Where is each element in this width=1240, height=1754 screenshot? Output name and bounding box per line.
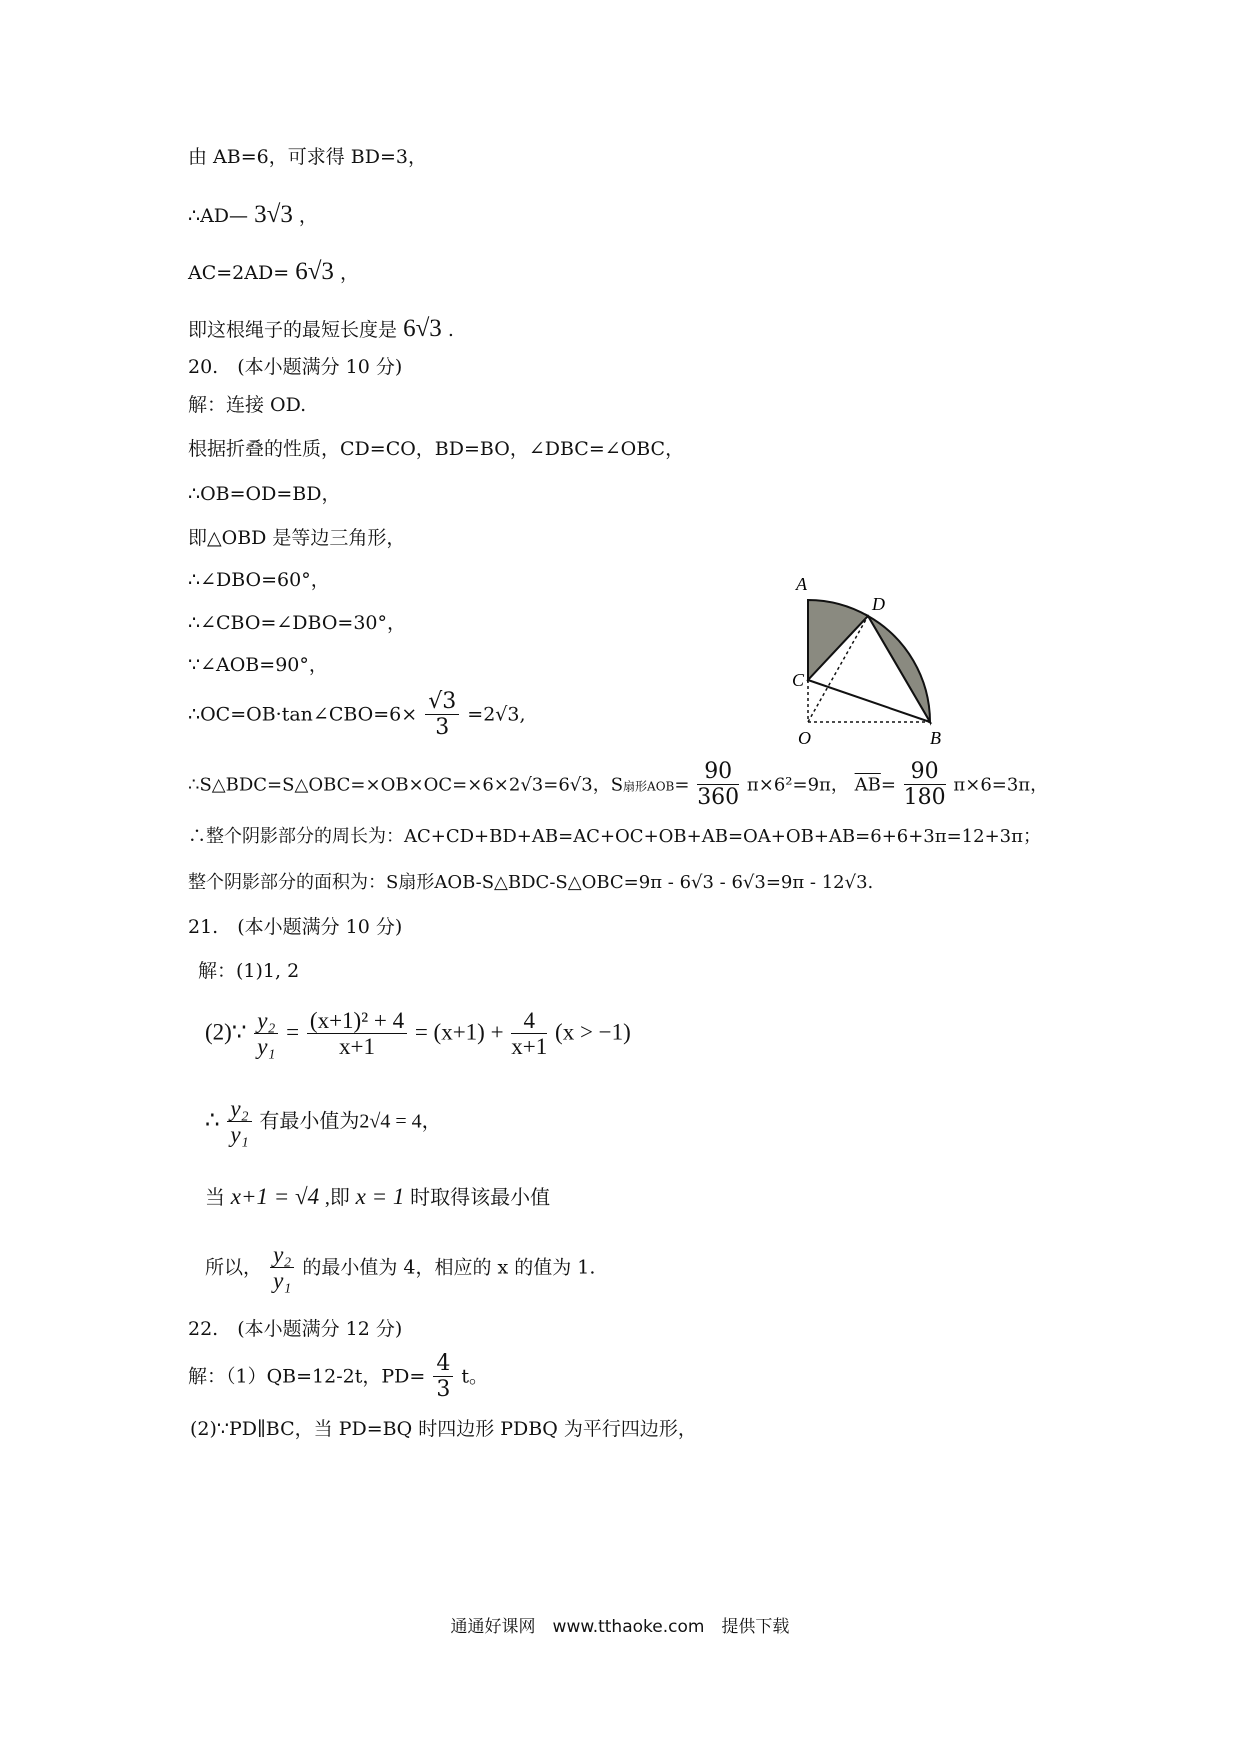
fraction-y2-y1 (254, 1008, 278, 1061)
line-q21-part2 (205, 1008, 631, 1061)
line-aob: ∵∠AOB=90°， (188, 654, 328, 676)
numerator: 4 (433, 1352, 453, 1377)
denominator: y₁ (273, 1268, 292, 1294)
text: ， (298, 205, 318, 227)
numerator: 4 (511, 1008, 547, 1034)
text: = (x+1) + (414, 1019, 504, 1045)
geometry-figure (790, 568, 970, 768)
denominator: x+1 (511, 1034, 548, 1060)
fraction-4-over-3 (433, 1352, 453, 1402)
text: 解：（1）QB=12-2t，PD= (188, 1365, 426, 1388)
text: 当 (205, 1187, 225, 1209)
fraction-quadratic (307, 1008, 407, 1061)
label-c: C (792, 670, 805, 690)
line-rope (188, 314, 454, 344)
denominator: 180 (903, 785, 946, 811)
fraction-y2-y1 (227, 1096, 251, 1149)
line-dbo: ∴∠DBO=60°， (188, 569, 330, 591)
text: ∴ (205, 1107, 220, 1133)
fraction-sqrt3-over-3 (425, 690, 459, 740)
text: 的最小值为 4，相应的 x 的值为 1. (302, 1256, 596, 1279)
line-perimeter: ∴整个阴影部分的周长为：AC+CD+BD+AB=AC+OC+OB+AB=OA+OB+AB=6+6+3π=12+3π； (188, 826, 1041, 847)
label-o: O (798, 728, 811, 748)
numerator: √3 (425, 690, 459, 715)
line-oc (188, 690, 526, 740)
text: = (674, 774, 690, 796)
text: π×6=3π， (953, 774, 1049, 796)
fraction-90-360 (697, 760, 739, 810)
text: ,即 (324, 1187, 350, 1209)
formula: x = 1 (355, 1184, 405, 1209)
q21-heading: 21. (本小题满分 10 分) (188, 916, 403, 938)
arc-ab: $\overline{AB}$ (854, 774, 881, 796)
line-connect-od: 解：连接 OD. (188, 394, 307, 416)
subscript: 扇形AOB (623, 779, 675, 794)
line-q21-part1: 解：(1)1, 2 (198, 960, 300, 982)
numerator: y₂ (270, 1242, 294, 1268)
line-equilateral: 即△OBD 是等边三角形， (188, 527, 406, 549)
line-cbo: ∴∠CBO=∠DBO=30°， (188, 612, 406, 634)
denominator: 3 (435, 715, 450, 741)
q22-heading: 22. (本小题满分 12 分) (188, 1318, 403, 1340)
fraction-4 (511, 1008, 547, 1061)
page-footer: 通通好课网 www.tthaoke.com 提供下载 (450, 1617, 790, 1637)
text: ∴OC=OB·tan∠CBO=6× (188, 703, 418, 726)
line-when-x (205, 1183, 550, 1211)
line-ob-od: ∴OB=OD=BD， (188, 483, 341, 505)
text: ， (339, 262, 359, 284)
line-q22-part2: (2)∵PD∥BC，当 PD=BQ 时四边形 PDBQ 为平行四边形， (190, 1418, 697, 1440)
text: t。 (461, 1365, 489, 1388)
text: 有最小值为2√4 = 4， (259, 1110, 442, 1133)
label-b: B (930, 728, 941, 748)
denominator: 360 (697, 785, 740, 811)
denominator: y₁ (230, 1122, 249, 1148)
text: (x > −1) (555, 1019, 631, 1045)
q20-heading: 20. (本小题满分 10 分) (188, 356, 403, 378)
fraction-y2-y1 (270, 1242, 294, 1295)
line-area: 整个阴影部分的面积为：S扇形AOB-S△BDC-S△OBC=9π - 6√3 - 6√3=9π - 12√3. (188, 872, 874, 893)
line-min-value (205, 1096, 442, 1149)
line-fold: 根据折叠的性质，CD=CO，BD=BO，∠DBC=∠OBC， (188, 438, 685, 460)
line-q22-part1 (188, 1352, 488, 1402)
label-d: D (872, 594, 885, 614)
line-ad (188, 200, 318, 230)
text: AC=2AD= (188, 262, 290, 284)
text: 所以， (205, 1256, 263, 1279)
text: π×6²=9π， (746, 774, 849, 796)
denominator: y₁ (257, 1034, 276, 1060)
formula: x+1 = √4 (230, 1184, 320, 1209)
label-a: A (796, 574, 807, 594)
formula: 6√3 (403, 315, 442, 342)
text: . (447, 319, 454, 341)
line-conclusion (205, 1242, 595, 1295)
numerator: (x+1)² + 4 (307, 1008, 407, 1034)
text: ∴AD— (188, 205, 249, 227)
denominator: 3 (436, 1377, 451, 1403)
text: = (286, 1019, 300, 1045)
line-ab-bd: 由 AB=6，可求得 BD=3， (188, 146, 427, 168)
text: (2)∵ (205, 1019, 247, 1045)
numerator: y₂ (227, 1096, 251, 1122)
numerator: y₂ (254, 1008, 278, 1034)
numerator: 90 (697, 760, 739, 785)
text: =2√3, (467, 703, 526, 726)
text: 即这根绳子的最短长度是 (188, 319, 398, 341)
numerator: 90 (904, 760, 946, 785)
text: 时取得该最小值 (410, 1187, 551, 1209)
text: = (880, 774, 896, 796)
denominator: x+1 (338, 1034, 375, 1060)
formula: 3√3 (254, 201, 293, 228)
line-ac (188, 257, 359, 287)
formula: 6√3 (295, 258, 334, 285)
text: ∴S△BDC=S△OBC=×OB×OC=×6×2√3=6√3，S (188, 774, 624, 796)
